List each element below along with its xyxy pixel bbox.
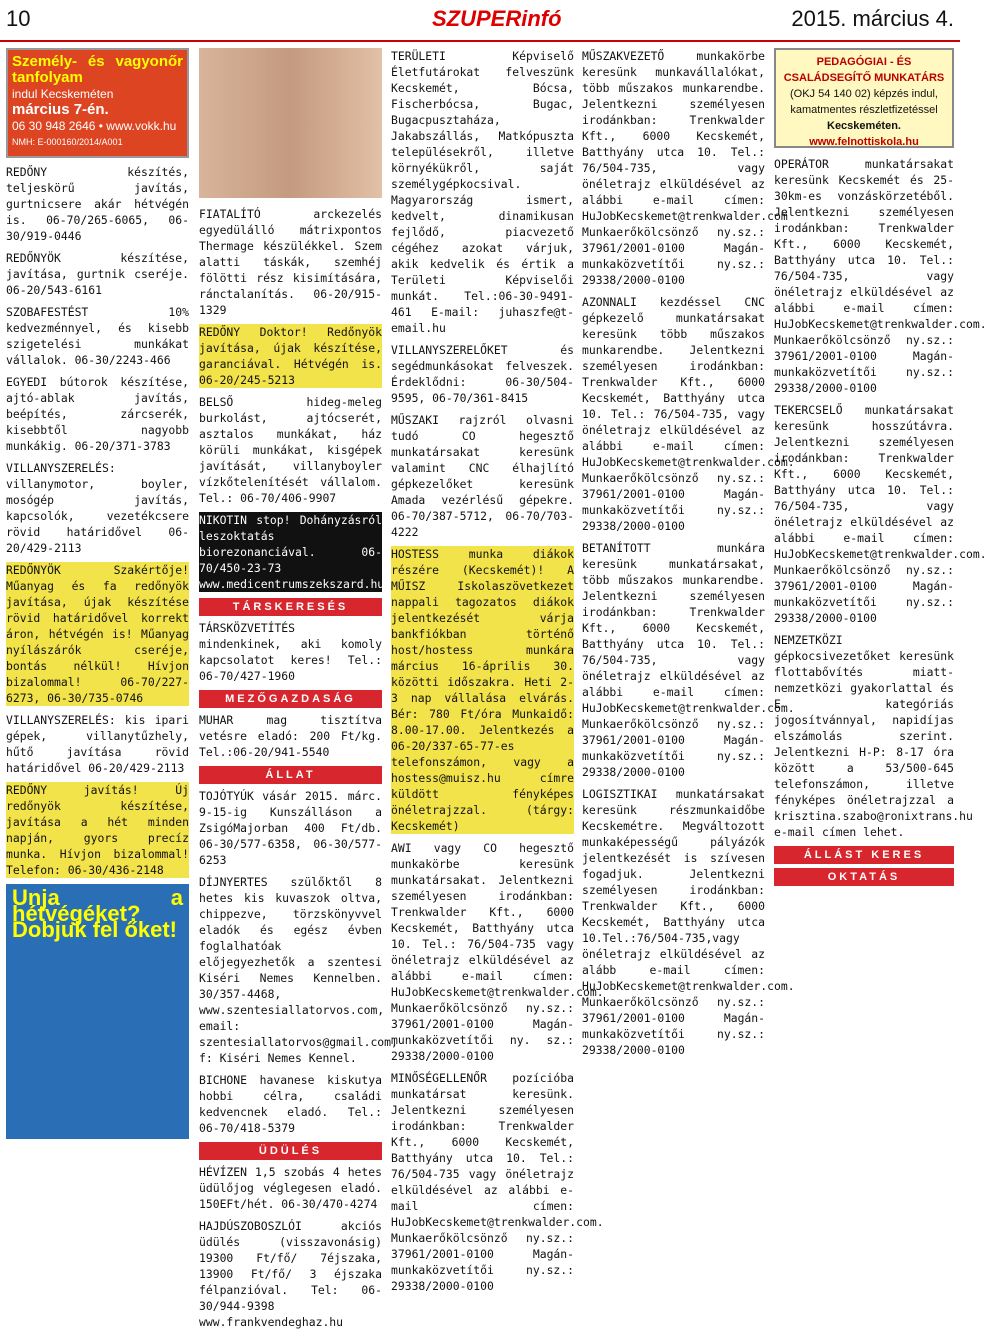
classified-ad: BETANÍTOTT munkára keresünk munkatársakat, több műszakos munkarendbe. Jelentkezni személyesen irodánkban: Trenkwalder Kft., 6000 Kecskemét, Batthyány utca 10. Tel.: 76/504-735, vagy önéletrajz elküldésével az alábbi e-mail címen: HuJobKecskemet@trenkwalder.com. Munkaerőkölcsönző ny.sz.: 37961/2001-0100 Magán-munkaközvetítői ny.sz.: 29338/2000-0100 xyxy=(582,541,795,779)
classified-ad: TOJÓTYÚK vásár 2015. márc. 9-15-ig Kunszálláson a ZsigóMajorban 400 Ft/db. 06-30/577-6358, 06-30/577-6253 xyxy=(199,789,382,867)
section-allat: ÁLLAT xyxy=(199,766,382,784)
classified-ad: VILLANYSZERELÉS: villanymotor, boyler, mosógép javítás, kapcsolók, vezetékcsere rövid határidővel 06-20/429-2113 xyxy=(6,461,189,555)
security-course-banner[interactable]: Személy- és vagyonőr tanfolyam indul Kecskeméten március 7-én. 06 30 948 2646 • www.vokk.hu NMH: E-000160/2014/A001 xyxy=(6,48,189,158)
classified-ad: EGYEDI bútorok készítése, ajtó-ablak javítás, beépítés, zárcserék, kisebbtől nagyobb munkákig. 06-20/371-3783 xyxy=(6,375,189,453)
classified-ad: HÉVÍZEN 1,5 szobás 4 hetes üdülőjog véglegesen eladó. 150EFt/hét. 06-30/470-4274 xyxy=(199,1165,382,1211)
classified-ad: VILLANYSZERELŐKET és segédmunkásokat felveszek. Érdeklődni: 06-30/504-9595, 06-70/361-8415 xyxy=(391,343,574,405)
classified-ad: HAJDÚSZOBOSZLÓI akciós üdülés (visszavonásig) 19300 Ft/fő/ 7éjszaka, 13900 Ft/fő/ 3 éjszaka félpanzióval. Tel: 06-30/944-9398 www.frankvendeghaz.hu xyxy=(199,1219,382,1329)
page-header xyxy=(0,0,960,42)
classified-ad: NEMZETKÖZI gépkocsivezetőket keresünk flottabővítés miatt- nemzetközi gyakorlattal és E kategóriás jogosítvánnyal, napidíjas elszámolás szerint. Jelentkezni H-P: 8-17 óra között a 53/500-645 telefonszámon, illetve fényképes önéletrajzzal a krisztina.szabo@ronixtrans.hu e-mail címen lehet. xyxy=(774,633,973,839)
page-number: 10 xyxy=(6,6,31,31)
section-udules: ÜDÜLÉS xyxy=(199,1142,382,1160)
classified-ad: TÁRSKÖZVETÍTÉS mindenkinek, aki komoly kapcsolatot keres! Tel.: 06-70/427-1960 xyxy=(199,621,382,683)
classified-ad: BICHONE havanese kiskutya hobbi célra, családi kedvencnek eladó. Tel.: 06-70/418-5379 xyxy=(199,1073,382,1135)
classified-ad: TERÜLETI Képviselő Életfutárokat felveszünk Kecskemét, Bócsa, Fischerbócsa, Bugac, Bugacpusztaháza, Jakabszállás, Matkópuszta településekről, illetve környékükről, saját személygépkocsival. Magyarország ismert, kedvelt, dinamikusan fejlődő, piacvezető cégéhez azokat várjuk, akik kedvelik és értik a Területi Képviselői munkát. Tel.:06-30-9491-461 E-mail: juhaszfe@t-email.hu xyxy=(391,49,574,335)
classified-ad: TEKERCSELŐ munkatársakat keresünk hosszútávra. Jelentkezni személyesen irodánkban: Trenkwalder Kft., 6000 Kecskemét, Batthyány utca 10. Tel.: 76/504-735, vagy önéletrajz elküldésével az alábbi e-mail címen: HuJobKecskemet@trenkwalder.com. Munkaerőkölcsönző ny.sz.: 37961/2001-0100 Magán-munkaközvetítői ny.sz.: 29338/2000-0100 xyxy=(774,403,987,625)
logo: SZUPERinfó xyxy=(432,6,562,31)
section-allast-keres: ÁLLÁST KERES xyxy=(774,846,954,864)
before-after-photo xyxy=(199,48,382,198)
classified-ad: MŰSZAKVEZETŐ munkakörbe keresünk munkavállalókat, több műszakos munkarendbe. Jelentkezni személyesen irodánkban: Trenkwalder Kft., 6000 Kecskemét, Batthyány utca 10. Tel.: 76/504-735, vagy önéletrajz elküldésével az alábbi e-mail címen: HuJobKecskemet@trenkwalder.com Munkaerőkölcsönző ny.sz.: 37961/2001-0100 Magán-munkaközvetítői ny.sz.: 29338/2000-0100 xyxy=(582,49,788,287)
column-2 xyxy=(199,48,398,1336)
classified-ad: FIATALÍTÓ arckezelés egyedülálló mátrixpontos Thermage készülékkel. Szem alatti táskák, szemhéj fölötti rész kisimítására, ránctalanítás. 06-20/915-1329 xyxy=(199,207,382,317)
classified-ad: AZONNALI kezdéssel CNC gépkezelő munkatársakat keresünk több műszakos munkarendbe. Jelentkezni személyesen irodánkban: Trenkwalder Kft., 6000 Kecskemét, Batthyány utca 10. Tel.: 76/504-735, vagy önéletrajz elküldésével az alábbi e-mail címen: HuJobKecskemet@trenkwalder.com. Munkaerőkölcsönző ny.sz.: 37961/2001-0100 Magán-munkaközvetítői ny.sz.: 29338/2000-0100 xyxy=(582,295,795,533)
column-4 xyxy=(582,48,795,1064)
classified-ad: MINŐSÉGELLENŐR pozícióba munkatársat keresünk. Jelentkezni személyesen irodánkban: Trenkwalder Kft., 6000 Kecskemét, Batthyány utca 10. Tel.: 76/504-735 vagy önéletrajz elküldésével az alábbi e-mail címen: HuJobKecskemet@trenkwalder.com. Munkaerőkölcsönző ny.sz.: 37961/2001-0100 Magán-munkaközvetítői ny.sz.: 29338/2000-0100 xyxy=(391,1071,604,1293)
travel-title: Unja a hétvégéket? Dobjuk fel őket! xyxy=(12,885,183,942)
classified-ad: REDŐNYÖK készítése, javítása, gurtnik cseréje. 06-20/543-6161 xyxy=(6,251,189,297)
column-1 xyxy=(6,48,189,1139)
section-mezogazdasag: MEZŐGAZDASÁG xyxy=(199,690,382,708)
section-tarskereses: TÁRSKERESÉS xyxy=(199,598,382,616)
column-5 xyxy=(774,48,987,890)
classified-ad: MUHAR mag tisztítva vetésre eladó: 200 Ft/kg. Tel.:06-20/941-5540 xyxy=(199,713,382,759)
classified-ad: VILLANYSZERELÉS: kis ipari gépek, villanytűzhely, hűtő javítása rövid határidővel 06-20/429-2113 xyxy=(6,713,189,775)
pedagogy-course-banner[interactable]: PEDAGÓGIAI - ÉS CSALÁDSEGÍTŐ MUNKATÁRS (OKJ 54 140 02) képzés indul, kamatmentes részletfizetéssel Kecskeméten. www.felnottiskola.hu xyxy=(774,48,954,148)
highlighted-ad: REDŐNY javítás! Új redőnyök készítése, javítása a hét minden napján, gyors precíz munka. Hívjon bizalommal! Telefon: 06-30/436-2148 xyxy=(6,783,189,877)
classified-ad: AWI vagy CO hegesztő munkakörbe keresünk munkatársakat. Jelentkezni személyesen irodánkban: Trenkwalder Kft., 6000 Kecskemét, Batthyány utca 10. Tel.: 76/504-735 vagy önéletrajz elküldésével az alábbi e-mail címen: HuJobKecskemet@trenkwalder.com. Munkaerőkölcsönző ny.sz.: 37961/2001-0100 Magán-munkaközvetítői ny. sz.: 29338/2000-0100 xyxy=(391,841,604,1063)
travel-ad[interactable] xyxy=(6,884,189,1139)
column-3 xyxy=(391,48,604,1300)
classified-ad: MŰSZAKI rajzról olvasni tudó CO hegesztő munkatársakat keresünk valamint CNC élhajlító gépkezelőket keresünk Amada vezérlésű gépekre. 06-70/387-5712, 06-70/703-4222 xyxy=(391,413,574,539)
classified-ad: DÍJNYERTES szülőktől 8 hetes kis kuvaszok oltva, chippezve, törzskönyvvel eladók és egész évben foglalhatóak előjegyezhetők a szentesi Kiséri Nemes Kennelben. 30/357-4468, www.szentesiallatorvos.com, email: szentesiallatorvos@gmail.com, f: Kiséri Nemes Kennel. xyxy=(199,875,398,1065)
highlighted-ad: REDŐNY Doktor! Redőnyök javítása, újak készítése, garanciával. Hétvégén is. 06-20/245-5213 xyxy=(199,325,382,387)
highlighted-ad: HOSTESS munka diákok részére (Kecskemét)! A MŰISZ Iskolaszövetkezet nappali tagozatos diákok jelentkezését várja bankfiókban történő host/hostess munkára március 16-április 30. közötti időszakra. Heti 2-3 nap vállalása elvárás. Bér: 780 Ft/óra Munkaidő: 8.00-17.00. Jelentkezés a 06-20/337-65-77-es telefonszámon, vagy a hostess@muisz.hu címre küldött fényképes önéletrajzzal. (tárgy: Kecskemét) xyxy=(391,547,574,833)
highlighted-ad: REDŐNYÖK Szakértője! Műanyag és fa redőnyök javítása, újak készítése rövid határidővel korrekt áron, hétvégén is! Műanyag nyílászárók cseréje, bontás nélkül! Hívjon bizalommal! 06-70/227-6273, 06-30/735-0746 xyxy=(6,563,189,705)
classified-ad: SZOBAFESTÉST 10% kedvezménnyel, és kisebb szigetelési munkákat vállalok. 06-30/2243-466 xyxy=(6,305,189,367)
issue-date: 2015. március 4. xyxy=(791,6,954,31)
classified-ad: BELSŐ hideg-meleg burkolást, ajtócserét, asztalos munkákat, ház körüli munkákat, kisgépek javítását, villanyboyler vízkőtelenítését vállalom. Tel.: 06-70/406-9907 xyxy=(199,395,382,505)
classified-ad: LOGISZTIKAI munkatársakat keresünk részmunkaidőbe Kecskemétre. Megváltozott munkaképességű pályázók jelentkezését is szívesen fogadjuk. Jelentkezni személyesen irodánkban: Trenkwalder Kft., 6000 Kecskemét, Batthyány utca 10.Tel.:76/504-735,vagy önéletrajz elküldésével az alább e-mail címen: HuJobKecskemet@trenkwalder.com. Munkaerőkölcsönző ny.sz.: 37961/2001-0100 Magán-munkaközvetítői ny.sz.: 29338/2000-0100 xyxy=(582,787,795,1057)
classified-ad: REDŐNY készítés, teljeskörű javítás, gurtnicsere akár hétvégén is. 06-70/265-6065, 06-30/919-0446 xyxy=(6,165,189,243)
classified-ad: OPERÁTOR munkatársakat keresünk Kecskemét és 25-30km-es vonzáskörzetéből. Jelentkezni személyesen irodánkban: Trenkwalder Kft., 6000 Kecskemét, Batthyány utca 10. Tel.: 76/504-735, vagy önéletrajz elküldésével az alábbi e-mail címen: HuJobKecskemet@trenkwalder.com. Munkaerőkölcsönző ny.sz.: 37961/2001-0100 Magán-munkaközvetítői ny.sz.: 29338/2000-0100 xyxy=(774,157,987,395)
section-oktatas: OKTATÁS xyxy=(774,868,954,886)
highlighted-ad: NIKOTIN stop! Dohányzásról leszoktatás biorezonanciával. 06-70/450-23-73 www.medicentrumszekszard.hu xyxy=(199,513,385,591)
